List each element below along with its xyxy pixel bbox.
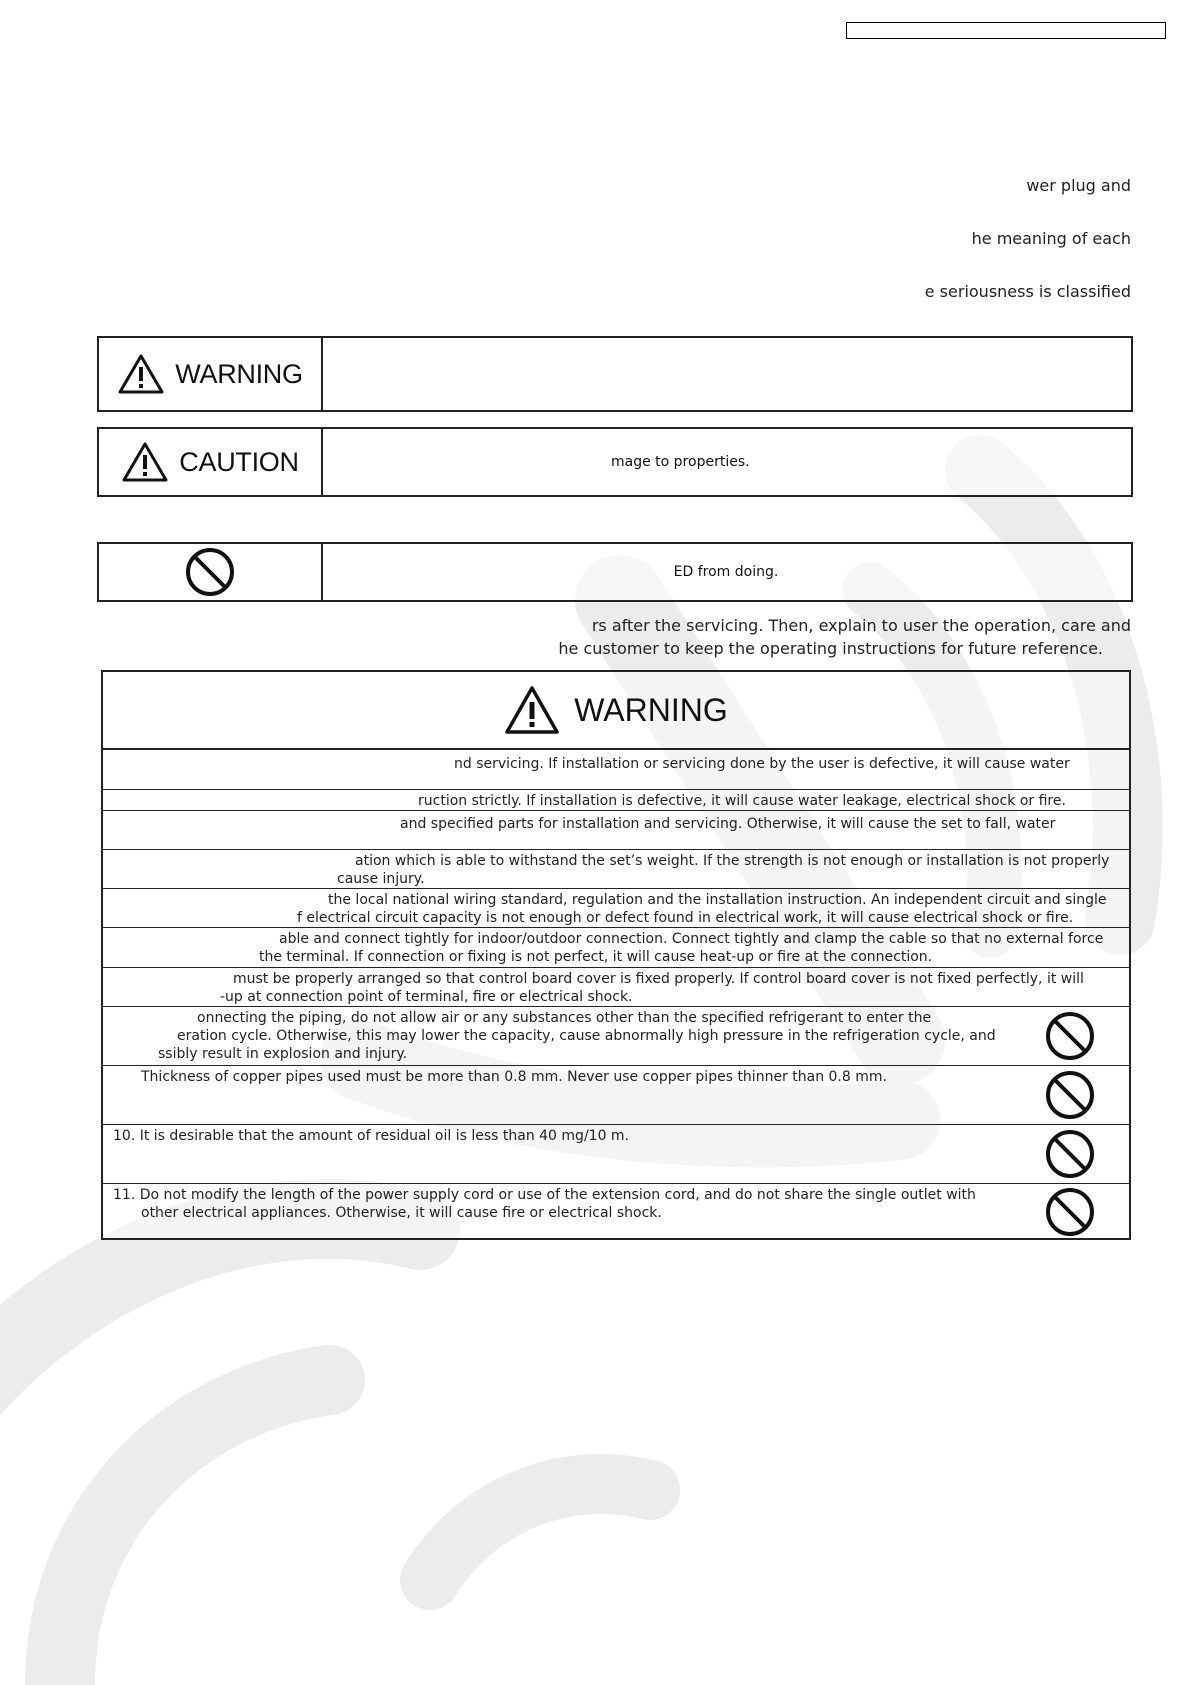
warning-table-title: WARNING xyxy=(574,691,728,728)
warning-row-11 xyxy=(103,1184,1129,1240)
intro-line-1: wer plug and xyxy=(1026,176,1131,195)
warning-triangle-icon xyxy=(504,685,560,735)
warning-row-3-line-1: and specified parts for installation and servicing. Otherwise, it will cause the set to fall, water xyxy=(400,816,1056,832)
warning-row-10 xyxy=(103,1125,1129,1184)
warning-row-7-line-2: -up at connection point of terminal, fire or electrical shock. xyxy=(220,989,633,1005)
warning-row-8-line-1: onnecting the piping, do not allow air or any substances other than the specified refrigerant to enter the xyxy=(197,1010,932,1026)
warning-row-5 xyxy=(103,889,1129,928)
warning-table xyxy=(101,670,1131,1240)
warning-legend-label: WARNING xyxy=(175,358,303,389)
warning-legend-description xyxy=(321,338,1131,410)
after-service-line-2: he customer to keep the operating instructions for future reference. xyxy=(558,639,1103,658)
warning-row-1 xyxy=(103,750,1129,790)
warning-legend-label-cell xyxy=(99,338,323,410)
caution-legend-description: mage to properties. xyxy=(611,454,750,470)
warning-row-6 xyxy=(103,928,1129,968)
prohibited-legend-description: ED from doing. xyxy=(673,564,779,580)
warning-row-2-line-1: ruction strictly. If installation is defective, it will cause water leakage, electrical shock or fire. xyxy=(418,793,1066,809)
caution-legend-label: CAUTION xyxy=(179,446,299,477)
caution-legend xyxy=(97,427,1133,497)
prohibited-icon xyxy=(1045,1129,1095,1179)
warning-row-4 xyxy=(103,850,1129,889)
warning-row-2 xyxy=(103,790,1129,811)
warning-row-8-line-3: ssibly result in explosion and injury. xyxy=(158,1046,408,1062)
after-service-line-1: rs after the servicing. Then, explain to user the operation, care and xyxy=(591,616,1131,635)
intro-line-3: e seriousness is classified xyxy=(924,282,1131,301)
warning-triangle-icon xyxy=(117,353,165,395)
warning-row-6-line-2: the terminal. If connection or fixing is not perfect, it will cause heat-up or fire at the connection. xyxy=(259,949,933,965)
warning-row-7-line-1: must be properly arranged so that control board cover is fixed properly. If control board cover is not fixed perfectly, it will xyxy=(233,971,1084,987)
warning-row-3 xyxy=(103,811,1129,850)
warning-row-1-line-1: nd servicing. If installation or servicing done by the user is defective, it will cause water xyxy=(454,756,1070,772)
warning-row-6-line-1: able and connect tightly for indoor/outdoor connection. Connect tightly and clamp the cable so that no external force xyxy=(279,931,1104,947)
prohibited-icon xyxy=(1045,1187,1095,1237)
header-box xyxy=(846,22,1166,39)
warning-row-11-line-1: 11. Do not modify the length of the power supply cord or use of the extension cord, and do not share the single outlet with xyxy=(113,1187,976,1203)
prohibited-icon xyxy=(1045,1070,1095,1120)
caution-legend-label-cell xyxy=(99,429,323,495)
warning-row-11-line-2: other electrical appliances. Otherwise, it will cause fire or electrical shock. xyxy=(141,1205,662,1221)
warning-row-4-line-2: cause injury. xyxy=(337,871,425,887)
prohibited-legend xyxy=(97,542,1133,602)
warning-row-9-line-1: Thickness of copper pipes used must be more than 0.8 mm. Never use copper pipes thinner than 0.8 mm. xyxy=(141,1069,887,1085)
warning-table-header xyxy=(103,672,1129,750)
prohibited-icon xyxy=(185,547,235,597)
warning-row-9 xyxy=(103,1066,1129,1125)
warning-row-5-line-2: f electrical circuit capacity is not enough or defect found in electrical work, it will cause electrical shock or fire. xyxy=(297,910,1074,926)
warning-legend xyxy=(97,336,1133,412)
prohibited-icon xyxy=(1045,1011,1095,1061)
warning-row-5-line-1: the local national wiring standard, regulation and the installation instruction. An independent circuit and single xyxy=(328,892,1107,908)
warning-row-8 xyxy=(103,1007,1129,1066)
warning-row-8-line-2: eration cycle. Otherwise, this may lower the capacity, cause abnormally high pressure in the refrigeration cycle, and xyxy=(177,1028,996,1044)
warning-row-4-line-1: ation which is able to withstand the set’s weight. If the strength is not enough or installation is not properly xyxy=(355,853,1110,869)
warning-row-10-line-1: 10. It is desirable that the amount of residual oil is less than 40 mg/10 m. xyxy=(113,1128,630,1144)
warning-row-7 xyxy=(103,968,1129,1007)
intro-line-2: he meaning of each xyxy=(971,229,1131,248)
caution-triangle-icon xyxy=(121,441,169,483)
prohibited-legend-icon-cell xyxy=(99,544,323,600)
